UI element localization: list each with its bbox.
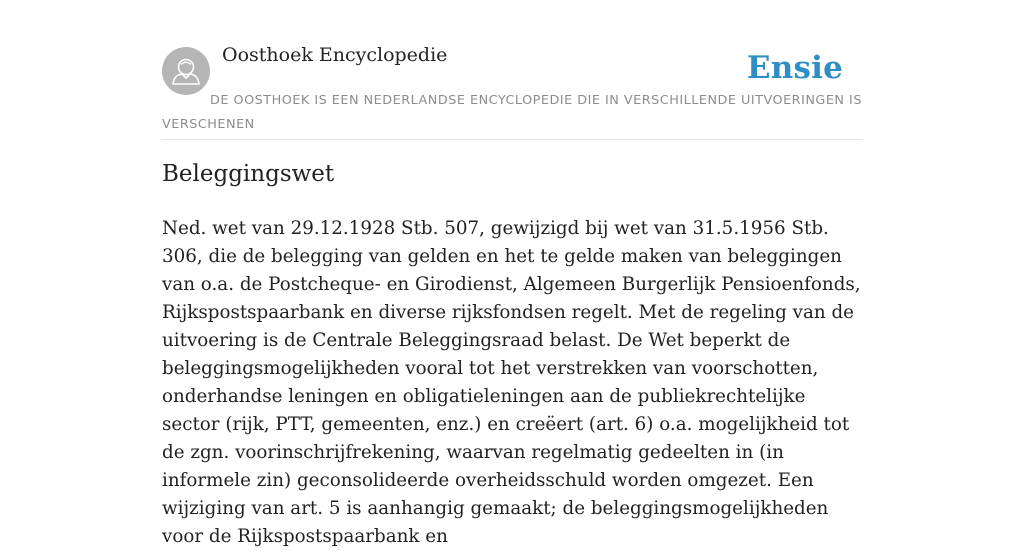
avatar[interactable] [162,47,210,95]
author-name[interactable]: Oosthoek Encyclopedie [222,44,448,66]
content-column [162,0,862,547]
brand-logo[interactable]: Ensie [746,50,843,86]
article-title: Beleggingswet [162,161,335,187]
author-tagline: DE OOSTHOEK IS EEN NEDERLANDSE ENCYCLOPEDIE DIE IN VERSCHILLENDE UITVOERINGEN IS VERSCHENEN [162,93,862,132]
article-body: Ned. wet van 29.12.1928 Stb. 507, gewijzigd bij wet van 31.5.1956 Stb. 306, die de belegging van gelden en het te gelde maken van beleggingen van o.a. de Postcheque- en Girodienst, Algemeen Burgerlijk Pensioenfonds, Rijkspostspaarbank en diverse rijksfondsen regelt. Met de regeling van de uitvoering is de Centrale Beleggingsraad belast. De Wet beperkt de beleggingsmogelijkheden vooral tot het verstrekken van voorschotten, onderhandse leningen en obligatieleningen aan de publiekrechtelijke sector (rijk, PTT, gemeenten, enz.) en creëert (art. 6) o.a. mogelijkheid tot de zgn. voorinschrijfrekening, waarvan regelmatig gedeelten in (in informele zin) geconsolideerde overheidsschuld worden omgezet. Een wijziging van art. 5 is aanhangig gemaakt; de beleggingsmogelijkheden voor de Rijkspostspaarbank en [162,218,861,547]
header [162,0,862,140]
user-silhouette-icon [162,47,210,95]
